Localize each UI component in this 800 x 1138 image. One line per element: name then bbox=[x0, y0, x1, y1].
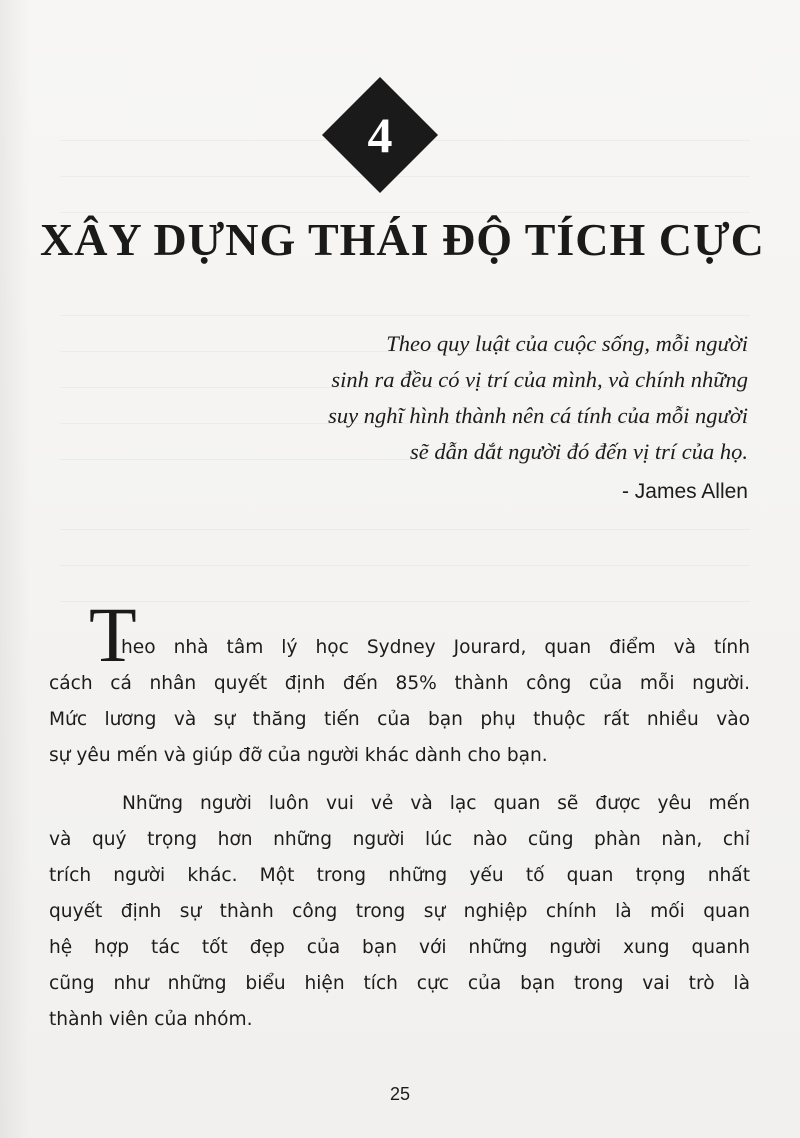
paragraph-line: hệ hợp tác tốt đẹp của bạn với những người xung quanh bbox=[49, 937, 750, 958]
paragraph-line: Mức lương và sự thăng tiến của bạn phụ thuộc rất nhiều vào bbox=[49, 709, 750, 730]
paragraph-1 bbox=[49, 630, 750, 774]
paragraph-line: và quý trọng hơn những người lúc nào cũng phàn nàn, chỉ bbox=[49, 829, 750, 850]
epigraph-line: sẽ dẫn dắt người đó đến vị trí của họ. bbox=[410, 439, 748, 464]
epigraph-quote bbox=[188, 326, 748, 470]
bleed-through-line bbox=[60, 555, 750, 566]
chapter-title: XÂY DỰNG THÁI ĐỘ TÍCH CỰC bbox=[40, 214, 765, 265]
bleed-through-line bbox=[60, 202, 750, 213]
drop-cap-letter: T bbox=[89, 591, 137, 678]
epigraph-author: - James Allen bbox=[621, 480, 748, 503]
paragraph-line: cũng như những biểu hiện tích cực của bạn trong vai trò là bbox=[49, 973, 750, 994]
paragraph-line: quyết định sự thành công trong sự nghiệp chính là mối quan bbox=[49, 901, 750, 922]
page-number: 25 bbox=[389, 1084, 411, 1104]
chapter-number: 4 bbox=[367, 107, 393, 163]
epigraph-line: sinh ra đều có vị trí của mình, và chính những bbox=[331, 367, 748, 392]
paragraph-line: cách cá nhân quyết định đến 85% thành công của mỗi người. bbox=[49, 673, 750, 694]
paragraph-line: sự yêu mến và giúp đỡ của người khác dành cho bạn. bbox=[49, 745, 548, 766]
paragraph-line: heo nhà tâm lý học Sydney Jourard, quan điểm và tính bbox=[121, 637, 750, 658]
paragraph-line: thành viên của nhóm. bbox=[49, 1009, 253, 1030]
paragraph-line: trích người khác. Một trong những yếu tố quan trọng nhất bbox=[49, 865, 750, 886]
epigraph-line: suy nghĩ hình thành nên cá tính của mỗi người bbox=[328, 403, 748, 428]
paragraph-2 bbox=[49, 786, 750, 1038]
bleed-through-line bbox=[60, 305, 750, 316]
paragraph-line: Những người luôn vui vẻ và lạc quan sẽ được yêu mến bbox=[122, 793, 750, 814]
bleed-through-line bbox=[60, 519, 750, 530]
bleed-through-line bbox=[60, 591, 750, 602]
epigraph-line: Theo quy luật của cuộc sống, mỗi người bbox=[386, 331, 748, 356]
